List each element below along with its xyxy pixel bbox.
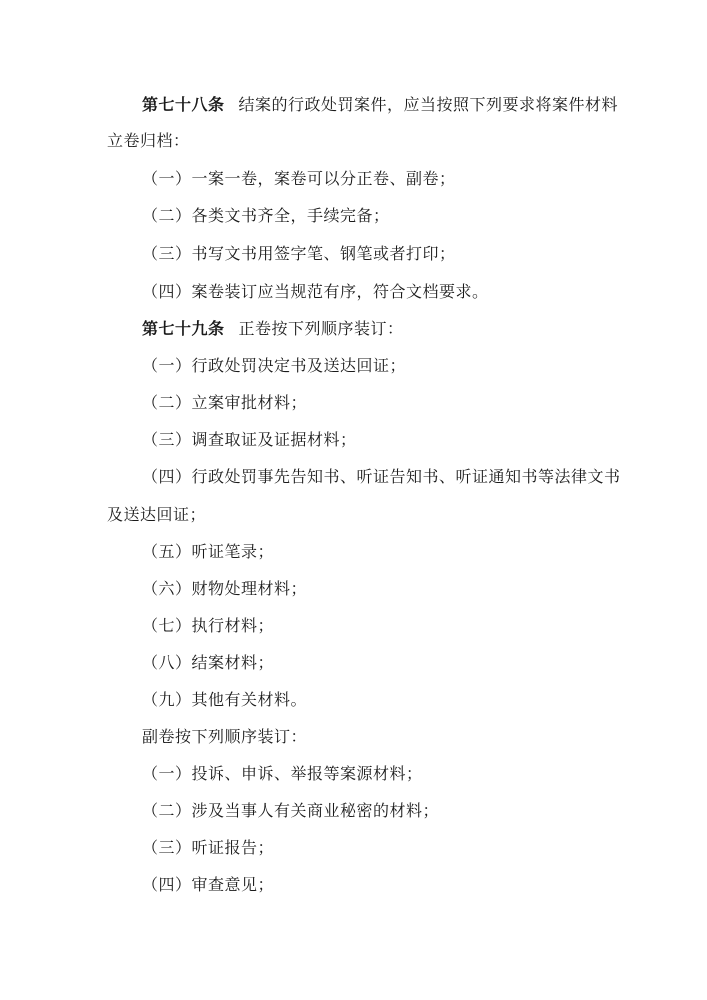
article-79-item-2: （二）立案审批材料； [142,393,308,412]
article-78-text-line1: 结案的行政处罚案件，应当按照下列要求将案件材料 [238,95,619,114]
secondary-item-3: （三）听证报告； [142,838,275,857]
article-79-item-6: （六）财物处理材料； [142,579,308,598]
article-79-item-4-cont: 及送达回证； [107,505,207,524]
article-79-item-4: （四）行政处罚事先告知书、听证告知书、听证通知书等法律文书 [142,467,621,486]
article-78-item-2: （二）各类文书齐全，手续完备； [142,206,390,225]
secondary-item-1: （一）投诉、申诉、举报等案源材料； [142,764,423,783]
article-79-item-8: （八）结案材料； [142,653,275,672]
article-79-item-9: （九）其他有关材料。 [142,690,308,709]
article-78-item-4: （四）案卷装订应当规范有序，符合文档要求。 [142,282,489,301]
article-79-paragraph [142,319,404,339]
article-78-item-1: （一）一案一卷，案卷可以分正卷、副卷； [142,169,456,188]
article-79-heading: 第七十九条 [142,319,225,338]
article-79-text: 正卷按下列顺序装订： [238,319,404,338]
article-78-text-line2: 立卷归档： [107,131,190,150]
article-79-item-3: （三）调查取证及证据材料； [142,430,357,449]
article-78-heading: 第七十八条 [142,95,225,114]
article-78-item-3: （三）书写文书用签字笔、钢笔或者打印； [142,244,456,263]
article-78-paragraph [142,95,618,115]
secondary-item-2: （二）涉及当事人有关商业秘密的材料； [142,801,440,820]
secondary-volume-intro: 副卷按下列顺序装订： [142,727,308,746]
article-79-item-7: （七）执行材料； [142,616,275,635]
article-79-item-1: （一）行政处罚决定书及送达回证； [142,356,407,375]
secondary-item-4: （四）审查意见； [142,875,275,894]
article-79-item-5: （五）听证笔录； [142,542,275,561]
